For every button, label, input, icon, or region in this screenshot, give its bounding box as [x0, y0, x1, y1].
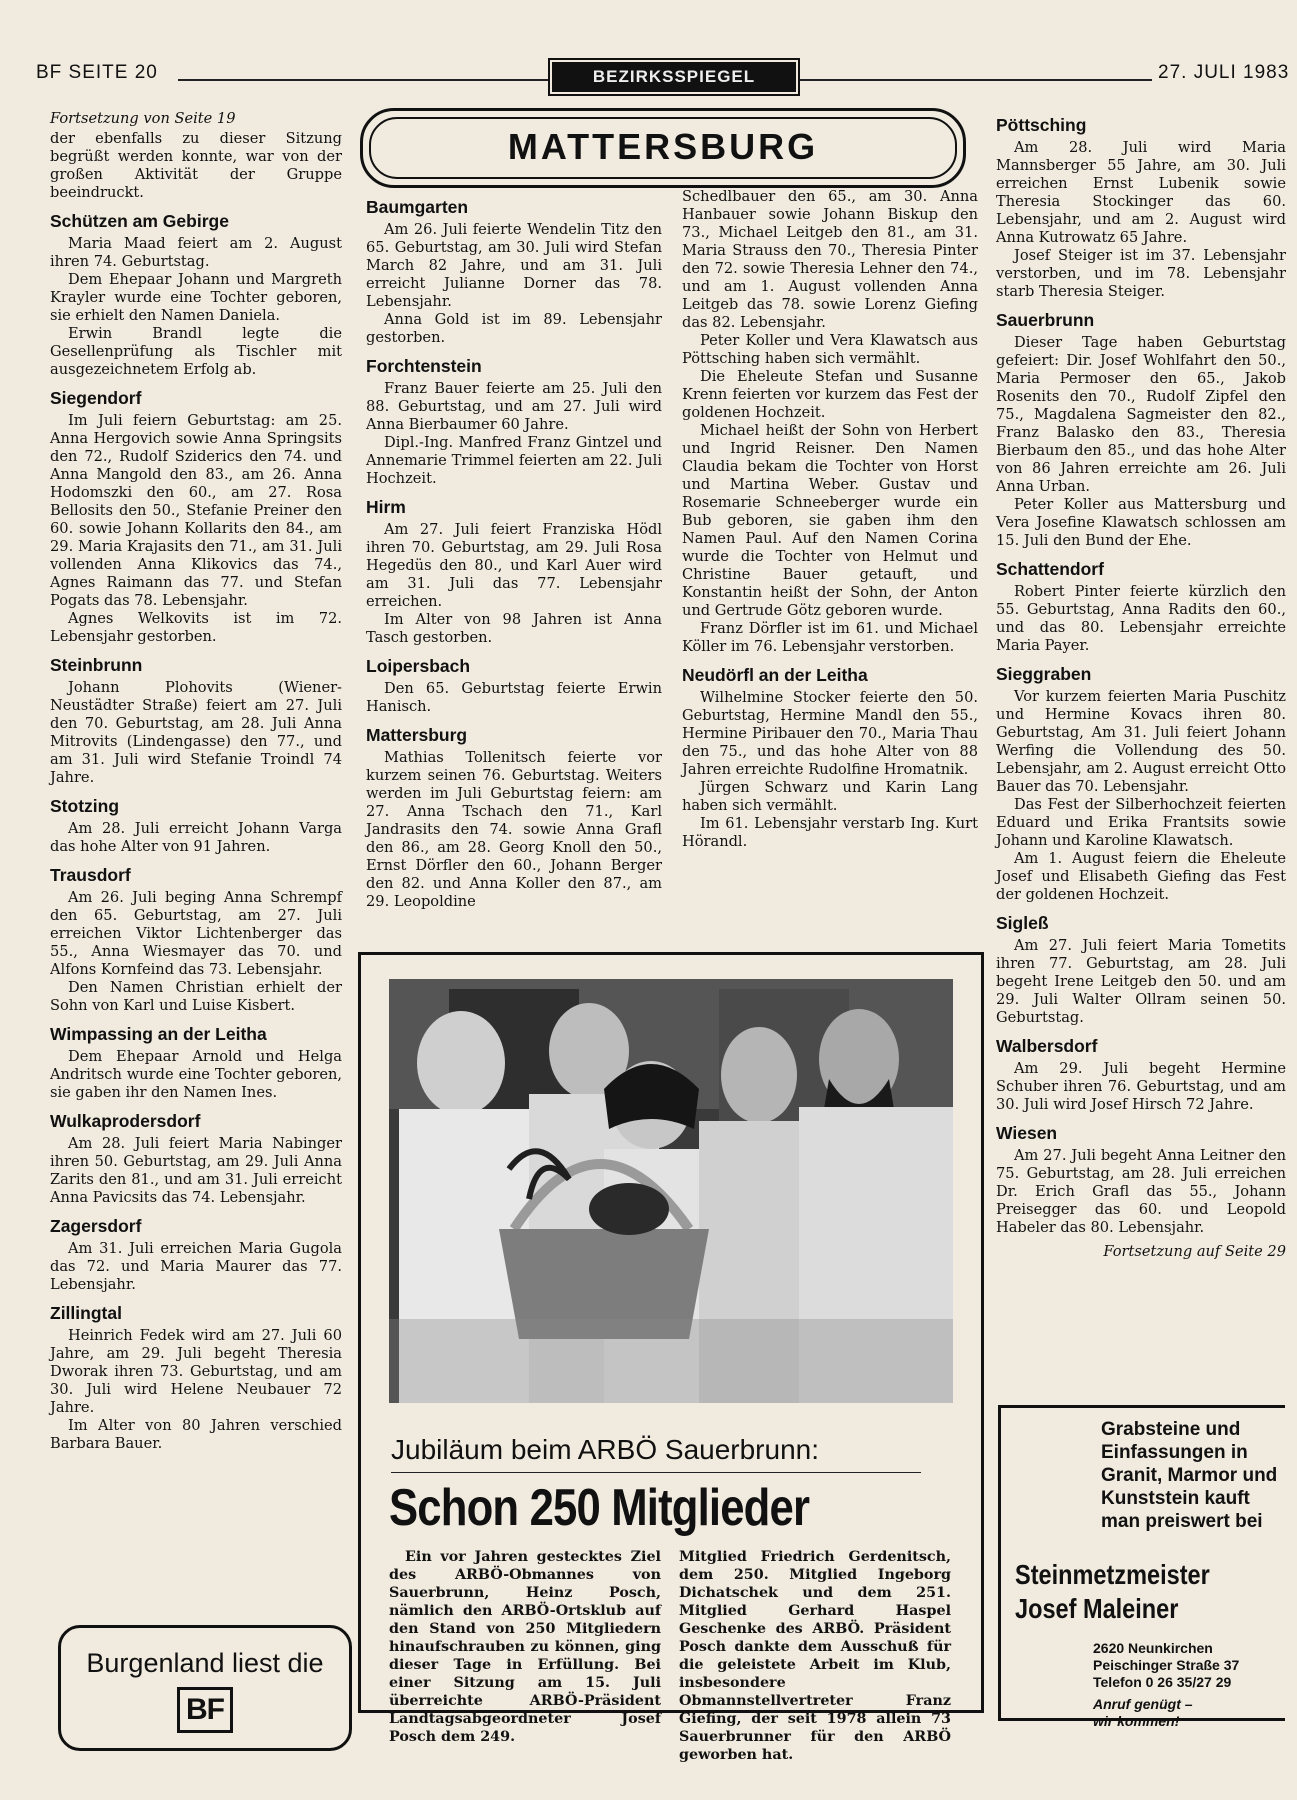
bf-ad-text: Burgenland liest die	[86, 1648, 324, 1678]
paragraph: Am 27. Juli begeht Anna Leitner den 75. Geburtstag, am 28. Juli erreichen Dr. Erich Grafl das 55., Johann Preisegger das 60. und Leopold Habeler das 80. Lebensjahr.	[996, 1147, 1286, 1236]
paragraph: Agnes Welkovits ist im 72. Lebensjahr gestorben.	[50, 610, 342, 645]
paragraph: Im Alter von 80 Jahren verschied Barbara Bauer.	[50, 1417, 342, 1452]
stone-ad-address2: Peischinger Straße 37	[1093, 1657, 1240, 1673]
section-heading: Mattersburg	[366, 725, 468, 745]
paragraph: Im Juli feiern Geburtstag: am 25. Anna Hergovich sowie Anna Springsits den 72., Rudolf Sziderics den 74. und Anna Mangold den 83., am 26. Anna Hodomszki den 60., am 27. Rosa Bellosits den 50., Stefanie Preiner den 60. sowie Johann Kollarits den 84., am 29. Maria Krajasits den 71., am 31. Juli vollenden Anna Klikovics das 74., Agnes Raimann das 77. und Stefan Pogats das 78. Lebensjahr.	[50, 412, 342, 609]
stone-ad-address1: 2620 Neunkirchen	[1093, 1640, 1213, 1656]
stone-ad-name-line2: Josef Maleiner	[1015, 1593, 1179, 1624]
article-column-right	[679, 1548, 951, 1764]
paragraph: Mathias Tollenitsch feierte vor kurzem seinen 76. Geburtstag. Weiters werden im Juli Geburtstag feiern: am 27. Anna Tschach den 71., Karl Jandrasits den 74. sowie Anna Grafl den 86., am 28. Georg Knoll den 50., Ernst Dörfler den 60., Johann Berger den 82. und Anna Koller den 87., am 29. Leopoldine	[366, 749, 662, 910]
photo-illustration	[389, 979, 953, 1403]
section-heading: Hirm	[366, 497, 406, 517]
paragraph: Am 29. Juli begeht Hermine Schuber ihren 76. Geburtstag, und am 30. Juli wird Josef Hirsch 72 Jahre.	[996, 1060, 1286, 1113]
stone-ad-name	[1015, 1558, 1210, 1626]
paragraph: Am 27. Juli feiert Franziska Hödl ihren 70. Geburtstag, am 29. Juli Rosa Hegedüs den 80., und Karl Auer wird am 31. Juli das 77. Lebensjahr erreichen.	[366, 521, 662, 610]
paragraph: Dem Ehepaar Johann und Margreth Krayler wurde eine Tochter geboren, sie erhielt den Namen Daniela.	[50, 271, 342, 324]
stone-ad-phone: Telefon 0 26 35/27 29	[1093, 1674, 1232, 1690]
paragraph: Am 27. Juli feiert Maria Tometits ihren 77. Geburtstag, am 28. Juli begeht Irene Leitgeb den 50. und am 29. Juli Walter Ollram seinen 50. Geburtstag.	[996, 937, 1286, 1026]
article-kicker: Jubiläum beim ARBÖ Sauerbrunn:	[391, 1434, 819, 1465]
paragraph: Robert Pinter feierte kürzlich den 55. Geburtstag, Anna Radits den 60., und das 80. Lebensjahr erreichte Maria Payer.	[996, 583, 1286, 654]
paragraph: Am 28. Juli wird Maria Mannsberger 55 Jahre, am 30. Juli erreichen Ernst Lubenik sowie Theresia Stockinger das 60. Lebensjahr, und am 2. August wird Anna Kutrowatz 65 Jahre.	[996, 139, 1286, 246]
paragraph: Jürgen Schwarz und Karin Lang haben sich vermählt.	[682, 779, 978, 814]
column-intro: der ebenfalls zu dieser Sitzung begrüßt werden konnte, war von der großen Aktivität der Gruppe beeindruckt.	[50, 130, 342, 201]
section-heading: Sieggraben	[996, 664, 1092, 684]
paragraph: Peter Koller aus Mattersburg und Vera Josefine Klawatsch schlossen am 15. Juli den Bund der Ehe.	[996, 496, 1286, 549]
paragraph: Josef Steiger ist im 37. Lebensjahr verstorben, und im 78. Lebensjahr starb Theresia Steiger.	[996, 247, 1286, 300]
paragraph: Am 31. Juli erreichen Maria Gugola das 72. und Maria Maurer das 77. Lebensjahr.	[50, 1240, 342, 1293]
town-banner	[360, 108, 966, 188]
stone-ad-slogan1: Anruf genügt –	[1093, 1696, 1193, 1712]
paragraph: Franz Bauer feierte am 25. Juli den 88. Geburtstag, und am 27. Juli wird Anna Bierbaumer 60 Jahre.	[366, 380, 662, 433]
paragraph: Erwin Brandl legte die Gesellenprüfung als Tischler mit ausgezeichnetem Erfolg ab.	[50, 325, 342, 378]
header-rule-left	[178, 79, 548, 81]
paragraph: Dieser Tage haben Geburtstag gefeiert: Dir. Josef Wohlfahrt den 50., Maria Permoser den 65., Jakob Rosenits den 70., Rudolf Zipfel den 75., Magdalena Sagmeister den 82., Franz Balasko den 83., Theresia Bierbaum den 85., und das hohe Alter von 86 Jahren erreichte am 26. Juli Anna Urban.	[996, 334, 1286, 495]
paragraph: Michael heißt der Sohn von Herbert und Ingrid Reisner. Den Namen Claudia bekam die Tochter von Horst und Martina Weber. Gustav und Rosemarie Schneeberger wurde ein Bub geboren, sie gaben ihm den Namen Paul. Auf den Namen Corina wurde die Tochter von Helmut und Christine Bauer getauft, und Konstantin heißt der Sohn, der Anton und Gertrude Götz geboren wurde.	[682, 422, 978, 619]
paragraph: Im Alter von 98 Jahren ist Anna Tasch gestorben.	[366, 611, 662, 646]
paragraph: Dipl.-Ing. Manfred Franz Gintzel und Annemarie Trimmel feierten am 22. Juli Hochzeit.	[366, 434, 662, 487]
section-heading: Schattendorf	[996, 559, 1104, 579]
photo-frame	[358, 952, 984, 1478]
section-title: BEZIRKSSPIEGEL	[552, 62, 796, 92]
paragraph: Am 28. Juli erreicht Johann Varga das hohe Alter von 91 Jahren.	[50, 820, 342, 855]
paragraph: Am 26. Juli beging Anna Schrempf den 65. Geburtstag, am 27. Juli erreichen Viktor Lichtenberger das 55., Anna Wiesmayer das 70. und Alfons Kornfeind das 73. Lebensjahr.	[50, 889, 342, 978]
group-photo	[389, 979, 953, 1403]
article-headline: Schon 250 Mitglieder	[389, 1479, 810, 1537]
section-heading: Steinbrunn	[50, 655, 143, 675]
paragraph: Maria Maad feiert am 2. August ihren 74. Geburtstag.	[50, 235, 342, 270]
article-text-left: Ein vor Jahren gestecktes Ziel des ARBÖ-Obmannes von Sauerbrunn, Heinz Posch, nämlich den ARBÖ-Ortsklub auf den Stand von 250 Mitgliedern hinaufschrauben zu können, ging dieser Tage in Erfüllung. Bei einer Sitzung am 15. Juli überreichte ARBÖ-Präsident Landtagsabgeordneter Josef Posch dem 249.	[389, 1549, 661, 1745]
bf-logo: BF	[177, 1687, 233, 1733]
stonemason-advertisement	[998, 1405, 1285, 1729]
section-heading: Trausdorf	[50, 865, 131, 885]
issue-date: 27. JULI 1983	[1158, 62, 1290, 83]
bf-advertisement	[58, 1625, 352, 1751]
stone-ad-contact	[1093, 1640, 1239, 1691]
section-heading: Siegendorf	[50, 388, 142, 408]
section-heading: Baumgarten	[366, 197, 469, 217]
stone-ad-offer: Grabsteine und Einfassungen in Granit, Marmor und Kunststein kauft man preiswert bei	[1101, 1419, 1278, 1532]
stone-ad-name-line1: Steinmetzmeister	[1015, 1559, 1210, 1590]
section-heading: Wiesen	[996, 1123, 1058, 1143]
section-heading: Wimpassing an der Leitha	[50, 1024, 267, 1044]
section-heading: Stotzing	[50, 796, 120, 816]
column-3	[682, 188, 978, 851]
arbo-article	[358, 1420, 984, 1763]
continued-on: Fortsetzung auf Seite 29	[1103, 1243, 1286, 1260]
stone-ad-slogan	[1093, 1696, 1193, 1730]
paragraph: Wilhelmine Stocker feierte den 50. Geburtstag, Hermine Mandl den 55., Hermine Piribauer den 70., Maria Thau den 75., und das hohe Alter von 88 Jahren erreichte Rudolfine Hromatnik.	[682, 689, 978, 778]
continued-from: Fortsetzung von Seite 19	[50, 110, 236, 127]
section-heading: Sauerbrunn	[996, 310, 1095, 330]
column-intro: Schedlbauer den 65., am 30. Anna Hanbauer sowie Johann Biskup den 73., Michael Leitgeb den 81., am 31. Maria Strauss den 70., Theresia Pinter den 72. sowie Theresia Lehner den 74., und am 1. August vollenden Anna Leitgeb das 78. sowie Lorenz Giefing das 82. Lebensjahr.	[682, 188, 978, 331]
section-heading: Loipersbach	[366, 656, 471, 676]
section-heading: Neudörfl an der Leitha	[682, 665, 868, 685]
paragraph: Johann Plohovits (Wiener-Neustädter Straße) feiert am 27. Juli den 70. Geburtstag, am 28. Juli Anna Mitrovits (Lindengasse) den 77., und am 31. Juli wird Stefanie Troindl 74 Jahre.	[50, 679, 342, 786]
paragraph: Das Fest der Silberhochzeit feierten Eduard und Erika Frantsits sowie Johann und Karoline Klawatsch.	[996, 796, 1286, 849]
column-4	[996, 106, 1286, 1261]
paragraph: Den 65. Geburtstag feierte Erwin Hanisch.	[366, 680, 662, 715]
section-heading: Walbersdorf	[996, 1036, 1098, 1056]
paragraph: Am 1. August feiern die Eheleute Josef und Elisabeth Giefing das Fest der goldenen Hochzeit.	[996, 850, 1286, 903]
column-2	[366, 188, 662, 911]
section-heading: Sigleß	[996, 913, 1049, 933]
section-heading: Wulkaprodersdorf	[50, 1111, 201, 1131]
article-text-right: Mitglied Friedrich Gerdenitsch, dem 250. Mitglied Ingeborg Dichatschek und dem 251. Mitglied Gerhard Haspel Geschenke des ARBÖ. Präsident Posch dankte dem Ausschuß für die geleistete Arbeit im Klub, insbesondere Obmannstellvertreter Franz Giefing, der seit 1978 allein 73 Sauerbrunner für den ARBÖ geworben hat.	[679, 1549, 951, 1763]
paragraph: Dem Ehepaar Arnold und Helga Andritsch wurde eine Tochter geboren, sie gaben ihr den Namen Ines.	[50, 1048, 342, 1101]
paragraph: Die Eheleute Stefan und Susanne Krenn feierten vor kurzem das Fest der goldenen Hochzeit.	[682, 368, 978, 421]
paragraph: Am 26. Juli feierte Wendelin Titz den 65. Geburtstag, am 30. Juli wird Stefan March 82 Jahre, und am 31. Juli erreicht Julianne Dorner das 78. Lebensjahr.	[366, 221, 662, 310]
page-label: BF SEITE 20	[36, 62, 158, 83]
stone-ad-slogan2: wir kommen!	[1093, 1713, 1180, 1729]
article-column-left	[389, 1548, 661, 1746]
paragraph: Heinrich Fedek wird am 27. Juli 60 Jahre, am 29. Juli begeht Theresia Dworak ihren 73. Geburtstag, und am 30. Juli wird Helene Neubauer 72 Jahre.	[50, 1327, 342, 1416]
section-heading: Schützen am Gebirge	[50, 211, 229, 231]
section-heading: Zillingtal	[50, 1303, 122, 1323]
kicker-rule	[391, 1472, 921, 1473]
paragraph: Im 61. Lebensjahr verstarb Ing. Kurt Hörandl.	[682, 815, 978, 850]
banner-title: MATTERSBURG	[369, 117, 957, 179]
column-1	[50, 110, 342, 1453]
paragraph: Peter Koller und Vera Klawatsch aus Pöttsching haben sich vermählt.	[682, 332, 978, 367]
section-heading: Forchtenstein	[366, 356, 482, 376]
paragraph: Vor kurzem feierten Maria Puschitz und Hermine Kovacs ihren 80. Geburtstag, Am 31. Juli feiert Johann Werfing die Vollendung des 50. Lebensjahr, am 2. August erreicht Otto Bauer das 70. Lebensjahr.	[996, 688, 1286, 795]
section-heading: Zagersdorf	[50, 1216, 142, 1236]
paragraph: Franz Dörfler ist im 61. und Michael Köller im 76. Lebensjahr verstorben.	[682, 620, 978, 655]
paragraph: Anna Gold ist im 89. Lebensjahr gestorben.	[366, 311, 662, 346]
section-heading: Pöttsching	[996, 115, 1087, 135]
paragraph: Den Namen Christian erhielt der Sohn von Karl und Luise Kisbert.	[50, 979, 342, 1014]
header-rule-right	[800, 79, 1152, 81]
paragraph: Am 28. Juli feiert Maria Nabinger ihren 50. Geburtstag, am 29. Juli Anna Zarits den 81., und am 31. Juli erreicht Anna Pavicsits das 74. Lebensjahr.	[50, 1135, 342, 1206]
